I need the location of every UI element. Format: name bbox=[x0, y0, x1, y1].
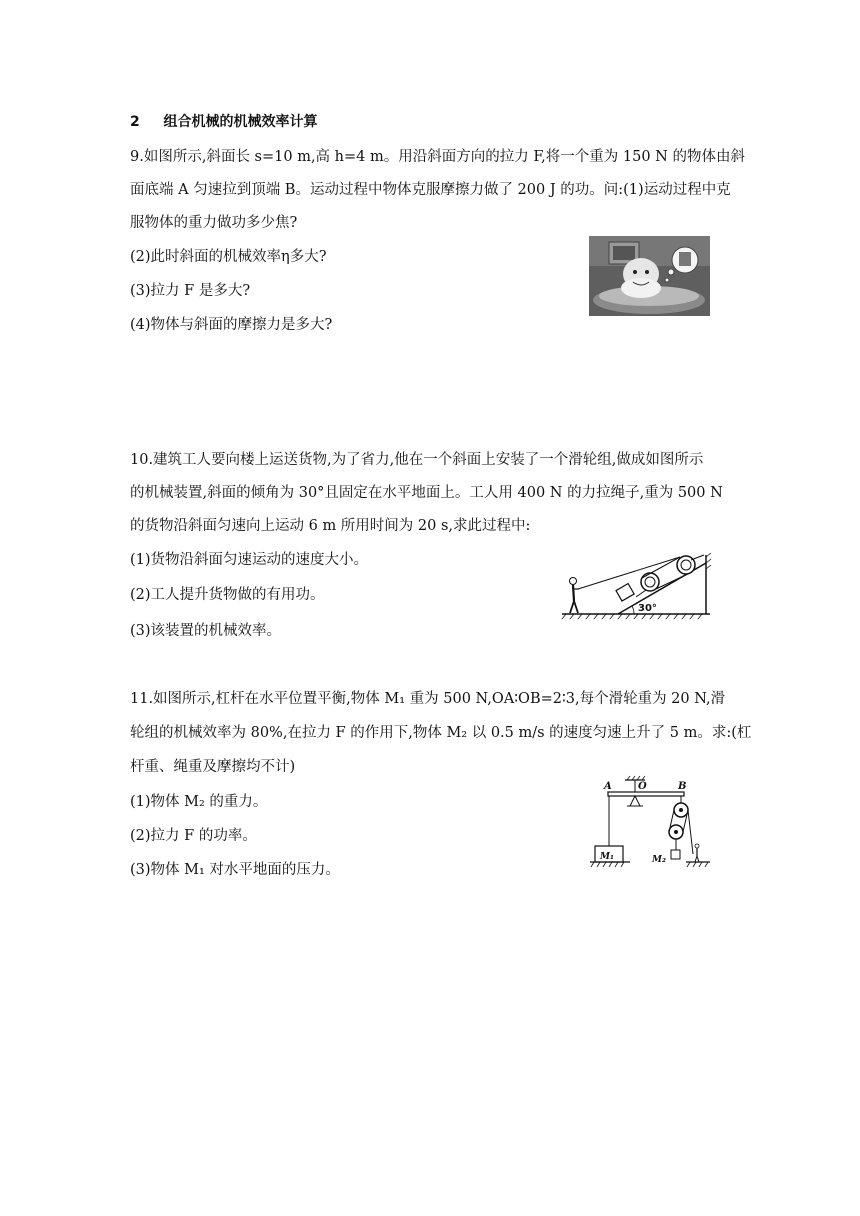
q11-sub3: (3)物体 M₁ 对水平地面的压力。 bbox=[130, 862, 340, 878]
q11-label-o: O bbox=[638, 781, 647, 792]
q11-sub2: (2)拉力 F 的功率。 bbox=[130, 828, 257, 844]
q11-line1: 11.如图所示,杠杆在水平位置平衡,物体 M₁ 重为 500 N,OA∶OB=2∶3,每个滑轮重为 20 N,滑 bbox=[130, 691, 726, 707]
q11-sub1: (1)物体 M₂ 的重力。 bbox=[130, 794, 268, 810]
q10-incline-pulley-figure bbox=[560, 543, 715, 621]
q9-line2: 面底端 A 匀速拉到顶端 B。运动过程中物体克服摩擦力做了 200 J 的功。问:(1)运动过程中克 bbox=[130, 182, 731, 198]
q11-line2: 轮组的机械效率为 80%,在拉力 F 的作用下,物体 M₂ 以 0.5 m/s 的速度匀速上升了 5 m。求:(杠 bbox=[130, 725, 752, 741]
q10-sub3: (3)该装置的机械效率。 bbox=[130, 623, 282, 639]
q10-sub1: (1)货物沿斜面匀速运动的速度大小。 bbox=[130, 552, 369, 568]
q9-line1: 9.如图所示,斜面长 s=10 m,高 h=4 m。用沿斜面方向的拉力 F,将一个重为 150 N 的物体由斜 bbox=[130, 149, 745, 165]
q10-angle-label: 30° bbox=[638, 603, 657, 614]
section-number: 2 bbox=[130, 114, 140, 130]
q11-label-m2: M₂ bbox=[652, 855, 666, 865]
q9-cartoon-image bbox=[589, 236, 710, 316]
q9-sub4: (4)物体与斜面的摩擦力是多大? bbox=[130, 317, 333, 333]
section-title: 组合机械的机械效率计算 bbox=[163, 114, 318, 130]
q11-label-m1: M₁ bbox=[600, 852, 614, 862]
q11-line3: 杆重、绳重及摩擦均不计) bbox=[130, 759, 296, 775]
q9-sub2: (2)此时斜面的机械效率η多大? bbox=[130, 249, 327, 265]
q11-label-a: A bbox=[604, 781, 612, 792]
section-heading bbox=[130, 112, 318, 132]
q11-label-b: B bbox=[678, 781, 687, 792]
q10-sub2: (2)工人提升货物做的有用功。 bbox=[130, 587, 325, 603]
q9-line3: 服物体的重力做功多少焦? bbox=[130, 215, 298, 231]
q9-sub3: (3)拉力 F 是多大? bbox=[130, 283, 251, 299]
q10-line3: 的货物沿斜面匀速向上运动 6 m 所用时间为 20 s,求此过程中: bbox=[130, 518, 531, 534]
q10-line2: 的机械装置,斜面的倾角为 30°且固定在水平地面上。工人用 400 N 的力拉绳子,重为 500 N bbox=[130, 485, 723, 501]
q10-line1: 10.建筑工人要向楼上运送货物,为了省力,他在一个斜面上安装了一个滑轮组,做成如图所示 bbox=[130, 452, 704, 468]
q11-lever-pulley-figure bbox=[590, 774, 712, 870]
